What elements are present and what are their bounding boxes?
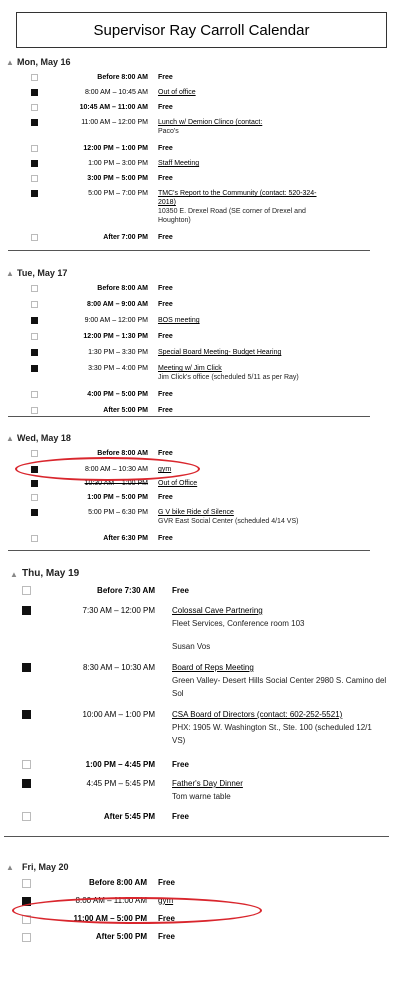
- free-square-icon: [31, 301, 38, 308]
- busy-square-icon: [22, 779, 31, 788]
- event-time: After 5:00 PM: [95, 932, 147, 941]
- day-header[interactable]: [0, 57, 400, 73]
- event-row[interactable]: [0, 159, 400, 174]
- event-row[interactable]: [0, 932, 400, 950]
- event-row[interactable]: [0, 364, 400, 390]
- day-title: Mon, May 16: [17, 57, 71, 67]
- event-row[interactable]: [0, 604, 400, 661]
- event-time: 10:45 AM – 11:00 AM: [79, 104, 148, 111]
- collapse-triangle-icon[interactable]: ▲: [6, 863, 14, 872]
- event-row[interactable]: [0, 174, 400, 189]
- event-detail: Green Valley- Desert Hills Social Center 2980 S. Camino del Sol: [172, 676, 387, 698]
- event-detail: PHX: 1905 W. Washington St., Ste. 100 (scheduled 12/1 VS): [172, 723, 372, 745]
- event-subject[interactable]: Meeting w/ Jim Click: [158, 365, 222, 372]
- event-status: Free: [158, 391, 173, 398]
- busy-square-icon: [31, 190, 38, 197]
- event-desc: [158, 493, 388, 502]
- event-status: Free: [158, 234, 173, 241]
- event-desc: [172, 810, 387, 823]
- event-status: Free: [158, 450, 173, 457]
- event-time: 12:00 PM – 1:00 PM: [83, 145, 148, 152]
- event-detail: Tom warne table: [172, 792, 231, 801]
- event-row[interactable]: [0, 103, 400, 118]
- event-desc[interactable]: [158, 364, 388, 382]
- annotation-circle: [15, 457, 200, 481]
- free-square-icon: [31, 104, 38, 111]
- event-desc[interactable]: [172, 708, 387, 747]
- event-time: 8:30 AM – 10:30 AM: [82, 663, 155, 672]
- event-time: 4:45 PM – 5:45 PM: [86, 779, 155, 788]
- event-status: Free: [158, 494, 173, 501]
- event-desc: [158, 390, 388, 399]
- event-subject[interactable]: Out of office: [158, 89, 196, 96]
- day-header[interactable]: [0, 433, 400, 449]
- event-status: Free: [158, 285, 173, 292]
- free-square-icon: [31, 175, 38, 182]
- busy-square-icon: [22, 606, 31, 615]
- event-row[interactable]: [0, 479, 400, 493]
- event-time: 1:00 PM – 5:00 PM: [87, 494, 148, 501]
- event-row[interactable]: [0, 233, 400, 248]
- event-status: Free: [158, 74, 173, 81]
- event-subject[interactable]: CSA Board of Directors (contact: 602-252-5521): [172, 710, 343, 719]
- event-row[interactable]: [0, 348, 400, 364]
- event-status: Free: [158, 407, 173, 414]
- event-desc: [158, 406, 388, 415]
- event-desc[interactable]: [172, 777, 387, 803]
- event-desc: [158, 932, 388, 941]
- free-square-icon: [31, 74, 38, 81]
- event-desc: [158, 878, 388, 887]
- free-square-icon: [31, 333, 38, 340]
- event-status: Free: [158, 932, 175, 941]
- event-time: 3:00 PM – 5:00 PM: [87, 175, 148, 182]
- busy-square-icon: [22, 710, 31, 719]
- event-status: Free: [158, 878, 175, 887]
- event-subject[interactable]: TMC's Report to the Community (contact: 520-324-2018): [158, 190, 317, 206]
- event-desc[interactable]: [158, 348, 388, 357]
- day-divider: [8, 250, 370, 251]
- event-status: Free: [158, 914, 175, 923]
- free-square-icon: [22, 760, 31, 769]
- event-desc[interactable]: [158, 159, 388, 168]
- event-subject[interactable]: G V bike Ride of Silence: [158, 509, 234, 516]
- event-time: Before 8:00 AM: [97, 74, 148, 81]
- event-status: Free: [158, 104, 173, 111]
- busy-square-icon: [31, 160, 38, 167]
- event-desc: [158, 174, 388, 183]
- event-time: 1:30 PM – 3:30 PM: [88, 349, 148, 356]
- busy-square-icon: [31, 119, 38, 126]
- event-desc: [158, 233, 388, 242]
- event-time: 9:00 AM – 12:00 PM: [84, 317, 148, 324]
- free-square-icon: [31, 450, 38, 457]
- day-title: Fri, May 20: [22, 862, 69, 872]
- day-header[interactable]: [0, 268, 400, 284]
- page-title: Supervisor Ray Carroll Calendar: [16, 12, 387, 48]
- day-header[interactable]: [0, 862, 400, 878]
- event-time: 5:00 PM – 6:30 PM: [88, 509, 148, 516]
- event-row[interactable]: [0, 661, 400, 708]
- day-header[interactable]: [0, 566, 400, 584]
- event-time: 8:00 AM – 10:30 AM: [84, 466, 148, 473]
- event-status: Free: [172, 812, 189, 821]
- event-status: Free: [158, 175, 173, 182]
- event-subject[interactable]: gym: [158, 896, 174, 905]
- event-time: Before 8:00 AM: [97, 450, 148, 457]
- event-time: 8:00 AM – 11:00 AM: [75, 896, 147, 905]
- event-subject[interactable]: Out of Office: [158, 480, 198, 487]
- event-row[interactable]: [0, 810, 400, 828]
- event-subject[interactable]: Father's Day Dinner: [172, 779, 243, 788]
- day-divider: [4, 836, 389, 837]
- busy-square-icon: [31, 480, 38, 487]
- busy-square-icon: [31, 365, 38, 372]
- event-detail: Paco's: [158, 128, 179, 135]
- event-desc: [158, 534, 388, 543]
- event-row[interactable]: [0, 73, 400, 88]
- event-time: After 5:00 PM: [103, 407, 148, 414]
- event-status: Free: [172, 586, 189, 595]
- free-square-icon: [31, 494, 38, 501]
- event-time: 7:30 AM – 12:00 PM: [82, 606, 155, 615]
- event-desc[interactable]: [158, 508, 388, 526]
- collapse-triangle-icon[interactable]: ▲: [10, 570, 18, 579]
- event-row[interactable]: [0, 189, 400, 233]
- free-square-icon: [31, 234, 38, 241]
- annotation-circle: [12, 897, 262, 924]
- free-square-icon: [31, 145, 38, 152]
- event-time: 3:30 PM – 4:00 PM: [88, 365, 148, 372]
- busy-square-icon: [31, 89, 38, 96]
- busy-square-icon: [22, 663, 31, 672]
- event-subject[interactable]: gym: [158, 466, 172, 473]
- event-detail: 10350 E. Drexel Road (SE corner of Drexel and Houghton): [158, 208, 306, 224]
- event-desc: [158, 103, 388, 112]
- free-square-icon: [31, 285, 38, 292]
- event-desc[interactable]: [158, 479, 388, 488]
- event-time: 12:00 PM – 1:30 PM: [83, 333, 148, 340]
- event-row[interactable]: [0, 88, 400, 103]
- event-status: Free: [158, 145, 173, 152]
- event-time: 1:00 PM – 3:00 PM: [88, 160, 148, 167]
- event-detail: Susan Vos: [172, 642, 211, 651]
- event-row[interactable]: [0, 878, 400, 896]
- event-desc: [158, 144, 388, 153]
- event-desc: [158, 300, 388, 309]
- event-row[interactable]: [0, 708, 400, 758]
- event-desc[interactable]: [158, 118, 388, 136]
- day-monday: [0, 57, 400, 248]
- event-desc[interactable]: [158, 189, 330, 225]
- free-square-icon: [22, 812, 31, 821]
- event-desc[interactable]: [172, 604, 387, 653]
- day-thursday: [0, 566, 400, 828]
- event-row[interactable]: [0, 284, 400, 300]
- event-time: 11:00 AM – 12:00 PM: [81, 119, 148, 126]
- event-row[interactable]: [0, 406, 400, 422]
- free-square-icon: [22, 879, 31, 888]
- day-tuesday: [0, 268, 400, 422]
- event-subject[interactable]: Lunch w/ Demion Clinco (contact:: [158, 119, 263, 126]
- event-status: Free: [158, 535, 173, 542]
- event-row[interactable]: [0, 390, 400, 406]
- event-time: Before 7:30 AM: [97, 586, 155, 595]
- free-square-icon: [31, 407, 38, 414]
- event-desc: [172, 584, 387, 597]
- event-desc: [158, 284, 388, 293]
- free-square-icon: [31, 391, 38, 398]
- event-row[interactable]: [0, 300, 400, 316]
- day-title: Wed, May 18: [17, 433, 71, 443]
- event-desc[interactable]: [172, 661, 387, 700]
- day-title: Tue, May 17: [17, 268, 68, 278]
- event-subject[interactable]: Board of Reps Meeting: [172, 663, 254, 672]
- event-row[interactable]: [0, 584, 400, 604]
- event-time: 11:00 AM – 5:00 PM: [73, 914, 147, 923]
- event-desc: [158, 73, 388, 82]
- collapse-triangle-icon[interactable]: ▲: [6, 58, 14, 67]
- collapse-triangle-icon[interactable]: ▲: [6, 434, 14, 443]
- event-row[interactable]: [0, 777, 400, 810]
- event-desc: [172, 758, 387, 771]
- event-subject[interactable]: Staff Meeting: [158, 160, 200, 167]
- day-divider: [8, 550, 370, 551]
- event-row[interactable]: [0, 534, 400, 550]
- event-time: After 6:30 PM: [103, 535, 148, 542]
- event-status: Free: [158, 333, 173, 340]
- event-time: 8:00 AM – 9:00 AM: [87, 301, 148, 308]
- event-time: 1:00 PM – 4:45 PM: [85, 760, 155, 769]
- event-row[interactable]: [0, 493, 400, 508]
- event-desc: [158, 449, 388, 458]
- free-square-icon: [22, 586, 31, 595]
- event-detail: Fleet Services, Conference room 103: [172, 619, 305, 628]
- event-time: 10:00 AM – 1:00 PM: [82, 710, 155, 719]
- collapse-triangle-icon[interactable]: ▲: [6, 269, 14, 278]
- event-time: 4:00 PM – 5:00 PM: [87, 391, 148, 398]
- event-desc[interactable]: [158, 88, 388, 97]
- event-row[interactable]: [0, 144, 400, 159]
- event-row[interactable]: [0, 316, 400, 332]
- event-subject[interactable]: Special Board Meeting- Budget Hearing: [158, 349, 282, 356]
- day-wednesday: [0, 433, 400, 550]
- free-square-icon: [22, 933, 31, 942]
- event-time: 10:30 AM – 1:00 PM: [84, 480, 148, 487]
- event-row[interactable]: [0, 332, 400, 348]
- event-status: Free: [172, 760, 189, 769]
- event-time: Before 8:00 AM: [97, 285, 148, 292]
- event-desc: [158, 332, 388, 341]
- busy-square-icon: [31, 509, 38, 516]
- event-subject[interactable]: BOS meeting: [158, 317, 200, 324]
- event-row[interactable]: [0, 508, 400, 534]
- event-time: 8:00 AM – 10:45 AM: [84, 89, 148, 96]
- busy-square-icon: [31, 349, 38, 356]
- day-divider: [8, 416, 370, 417]
- event-desc[interactable]: [158, 316, 388, 325]
- event-status: Free: [158, 301, 173, 308]
- day-title: Thu, May 19: [22, 568, 80, 579]
- event-time: Before 8:00 AM: [89, 878, 147, 887]
- event-subject[interactable]: Colossal Cave Partnering: [172, 606, 263, 615]
- event-time: After 7:00 PM: [103, 234, 148, 241]
- event-detail: Jim Click's office (scheduled 5/11 as per Ray): [158, 374, 299, 381]
- event-time: After 5:45 PM: [103, 812, 155, 821]
- free-square-icon: [31, 535, 38, 542]
- busy-square-icon: [31, 317, 38, 324]
- event-detail: GVR East Social Center (scheduled 4/14 VS): [158, 518, 299, 525]
- event-row[interactable]: [0, 118, 400, 144]
- event-time: 5:00 PM – 7:00 PM: [88, 190, 148, 197]
- event-row[interactable]: [0, 758, 400, 777]
